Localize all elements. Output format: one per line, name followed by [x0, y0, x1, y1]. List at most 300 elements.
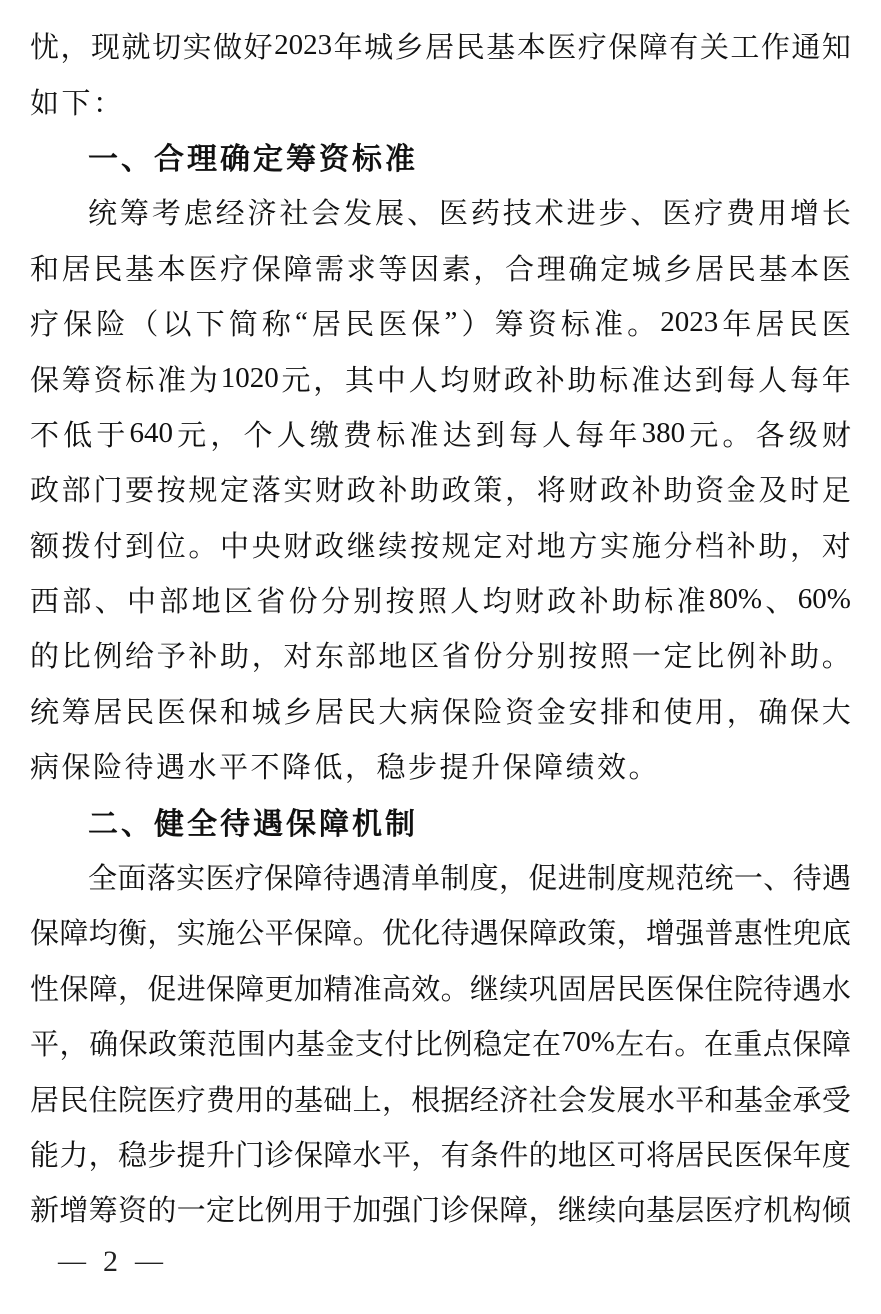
- text-token: 步: [147, 1140, 177, 1172]
- text-token: 。: [674, 1029, 704, 1062]
- text-token: 经: [215, 198, 245, 231]
- text-token: “: [295, 306, 308, 339]
- text-token: 策: [177, 1029, 207, 1062]
- text-token: 年: [608, 419, 638, 452]
- text-token: 政: [346, 475, 376, 508]
- text-token: 险: [96, 309, 126, 342]
- document-line: [30, 1070, 851, 1125]
- section-heading: [30, 129, 851, 184]
- text-token: 大: [821, 696, 851, 729]
- text-token: 社: [528, 1084, 558, 1117]
- text-token: 年: [821, 364, 851, 397]
- text-token: 比: [235, 1195, 265, 1228]
- text-token: 升: [205, 1140, 235, 1172]
- text-token: 定: [473, 530, 503, 563]
- text-token: 支: [354, 1029, 384, 1062]
- text-token: 实: [600, 530, 630, 563]
- text-token: 药: [470, 198, 500, 231]
- text-token: 稳: [117, 1140, 147, 1172]
- text-token: 基: [645, 1195, 675, 1228]
- text-token: 个: [243, 419, 273, 452]
- text-token: 院: [117, 1084, 147, 1117]
- text-token: 本: [156, 253, 186, 286]
- text-token: 实: [176, 863, 206, 896]
- text-token: 分: [663, 530, 693, 563]
- text-token: 会: [311, 198, 341, 231]
- text-token: ，: [59, 1029, 89, 1062]
- text-token: 对: [505, 530, 535, 563]
- text-token: 居: [311, 309, 341, 342]
- text-token: 待: [440, 918, 470, 951]
- text-token: 度: [616, 863, 646, 896]
- text-token: 素: [441, 253, 471, 286]
- text-token: 保: [251, 253, 281, 286]
- text-token: 人: [408, 364, 438, 397]
- text-token: 民: [125, 696, 155, 729]
- text-token: 制: [587, 863, 617, 896]
- text-token: 均: [88, 918, 118, 951]
- text-token: 及: [758, 475, 788, 508]
- text-token: 政: [557, 918, 587, 951]
- text-token: 一: [733, 863, 763, 896]
- text-token: 地: [557, 1140, 587, 1172]
- text-token: 政: [441, 475, 471, 508]
- text-token: 金: [536, 696, 566, 729]
- text-token: 、: [407, 198, 437, 231]
- text-token: ，: [117, 973, 147, 1006]
- text-token: 年: [333, 32, 363, 65]
- text-token: 财: [283, 530, 313, 563]
- text-token: 疗: [30, 309, 60, 342]
- text-token: 地: [191, 586, 221, 619]
- text-token: ，: [88, 1140, 118, 1172]
- text-token: 人: [542, 419, 572, 452]
- text-token: 平: [264, 918, 294, 951]
- text-token: 中: [126, 586, 156, 619]
- text-token: 使: [663, 696, 693, 729]
- document-line: [30, 683, 851, 738]
- text-token: 医: [662, 198, 692, 231]
- text-token: 居: [755, 309, 785, 342]
- text-token: 60%: [797, 583, 851, 616]
- text-token: 待: [763, 973, 793, 1006]
- text-token: 别: [536, 641, 566, 674]
- text-token: 用: [235, 1084, 265, 1117]
- text-token: ，: [251, 641, 281, 674]
- text-token: 和: [631, 696, 661, 729]
- text-token: 每: [726, 364, 756, 397]
- text-token: ，: [411, 1140, 441, 1172]
- text-token: 门: [411, 1195, 441, 1228]
- text-token: 准: [676, 586, 706, 619]
- text-token: 促: [528, 863, 558, 896]
- text-token: 用: [293, 1195, 323, 1228]
- text-token: 力: [59, 1140, 89, 1172]
- document-line: [30, 1181, 851, 1236]
- text-token: 疗: [176, 1084, 206, 1117]
- text-token: 人: [450, 586, 480, 619]
- text-token: （: [129, 309, 159, 342]
- text-token: 的: [30, 641, 60, 674]
- text-token: ）: [461, 309, 491, 342]
- text-token: 每: [789, 364, 819, 397]
- page-number: 2: [103, 1245, 118, 1278]
- text-token: 照: [600, 641, 630, 674]
- text-token: 人: [758, 364, 788, 397]
- text-token: 保: [792, 1029, 822, 1062]
- text-token: 补: [631, 475, 661, 508]
- text-token: 度: [469, 863, 499, 896]
- text-token: 居: [675, 1140, 705, 1172]
- text-token: 费: [726, 198, 756, 231]
- text-token: 就: [121, 32, 151, 65]
- text-token: 政: [503, 364, 533, 397]
- text-token: 发: [343, 198, 373, 231]
- text-token: 对: [821, 530, 851, 563]
- text-token: 金: [763, 1084, 793, 1117]
- text-token: 大: [378, 696, 408, 729]
- text-token: 政: [315, 530, 345, 563]
- text-token: 保: [608, 32, 638, 65]
- text-token: 全: [88, 863, 118, 896]
- text-token: 例: [443, 1029, 473, 1062]
- text-token: 助: [790, 641, 820, 674]
- text-token: 分: [320, 586, 350, 619]
- text-token: 居: [30, 1084, 60, 1117]
- text-token: 时: [790, 475, 820, 508]
- text-token: 、: [765, 586, 795, 619]
- section-heading: [30, 793, 851, 848]
- text-token: 件: [499, 1140, 529, 1172]
- text-token: 构: [792, 1195, 822, 1228]
- text-token: 区: [410, 641, 440, 674]
- text-token: 基: [733, 1084, 763, 1117]
- text-token: 步: [598, 198, 628, 231]
- text-token: 和: [704, 1084, 734, 1117]
- text-token: 虑: [183, 198, 213, 231]
- text-token: 付: [93, 530, 123, 563]
- text-token: 障: [235, 973, 265, 1006]
- text-token: 政: [600, 475, 630, 508]
- text-token: ，: [473, 253, 503, 286]
- text-token: 巩: [528, 973, 558, 1006]
- text-token: 疗: [733, 1195, 763, 1228]
- text-token: 保: [264, 863, 294, 896]
- text-token: 新: [30, 1195, 60, 1228]
- text-token: 定: [205, 1195, 235, 1228]
- document-line: [30, 184, 851, 239]
- text-token: 准: [409, 419, 439, 452]
- text-token: 助: [663, 475, 693, 508]
- text-token: 和: [30, 253, 60, 286]
- text-token: 的: [264, 1084, 294, 1117]
- text-token: 策: [473, 475, 503, 508]
- text-token: 障: [283, 253, 313, 286]
- text-token: 障: [88, 973, 118, 1006]
- text-token: 作: [760, 32, 790, 65]
- text-token: 省: [256, 586, 286, 619]
- text-token: 稳: [472, 1029, 502, 1062]
- text-token: 底: [821, 918, 851, 951]
- text-token: 保: [188, 696, 218, 729]
- text-token: 、: [630, 198, 660, 231]
- document-line: [30, 904, 851, 959]
- text-token: 技: [502, 198, 532, 231]
- text-token: 更: [264, 973, 294, 1006]
- document-line: [30, 517, 851, 572]
- text-token: 要: [125, 475, 155, 508]
- text-token: 优: [381, 918, 411, 951]
- text-token: 基: [295, 1029, 325, 1062]
- text-token: ，: [505, 475, 535, 508]
- text-token: 将: [536, 475, 566, 508]
- text-token: 分: [505, 641, 535, 674]
- text-token: 可: [616, 1140, 646, 1172]
- text-token: 例: [264, 1195, 294, 1228]
- text-token: 70%: [561, 1026, 615, 1059]
- text-token: ，: [60, 32, 90, 65]
- text-token: 受: [821, 1084, 851, 1117]
- text-token: 层: [675, 1195, 705, 1228]
- text-token: 区: [223, 586, 253, 619]
- text-token: 部: [61, 475, 91, 508]
- text-token: 继: [469, 973, 499, 1006]
- text-token: 。: [722, 419, 752, 452]
- text-token: 元: [177, 419, 207, 452]
- text-token: 到: [125, 530, 155, 563]
- text-token: 施: [205, 918, 235, 951]
- text-token: ，: [313, 364, 343, 397]
- text-token: 障: [528, 918, 558, 951]
- text-token: 民: [345, 309, 375, 342]
- text-token: ，: [528, 1195, 558, 1228]
- text-token: 资: [93, 364, 123, 397]
- text-token: 均: [440, 364, 470, 397]
- text-token: 助: [567, 364, 597, 397]
- text-token: 统: [30, 696, 60, 729]
- text-token: 加: [352, 1195, 382, 1228]
- text-token: 施: [631, 530, 661, 563]
- text-token: 性: [30, 973, 60, 1006]
- text-token: 上: [352, 1084, 382, 1117]
- text-token: 在: [532, 1029, 562, 1062]
- text-token: 规: [441, 530, 471, 563]
- text-token: 政: [547, 586, 577, 619]
- text-token: 例: [726, 641, 756, 674]
- text-token: 范: [675, 863, 705, 896]
- text-token: 展: [616, 1084, 646, 1117]
- text-token: 进: [176, 973, 206, 1006]
- text-token: 足: [821, 475, 851, 508]
- text-token: 央: [251, 530, 281, 563]
- text-token: 东: [315, 641, 345, 674]
- text-token: 人: [276, 419, 306, 452]
- document-line: [30, 240, 851, 295]
- text-token: 现: [91, 32, 121, 65]
- text-token: 将: [645, 1140, 675, 1172]
- text-token: 补: [188, 641, 218, 674]
- document-line: [30, 1126, 851, 1181]
- text-token: 民: [93, 253, 123, 286]
- text-token: 续: [499, 973, 529, 1006]
- text-token: 左: [615, 1029, 645, 1062]
- text-token: 助: [758, 530, 788, 563]
- text-token: 围: [236, 1029, 266, 1062]
- text-token: 资: [505, 696, 535, 729]
- text-token: 定: [663, 641, 693, 674]
- text-token: 障: [499, 1195, 529, 1228]
- text-run: 病保险待遇水平不降低，稳步提升保障绩效。: [30, 752, 661, 785]
- text-token: 忧: [30, 32, 60, 65]
- text-token: 进: [557, 863, 587, 896]
- text-token: 到: [475, 419, 505, 452]
- text-token: 落: [251, 475, 281, 508]
- text-token: ，: [210, 419, 240, 452]
- text-token: 部: [159, 586, 189, 619]
- text-token: 医: [704, 1195, 734, 1228]
- text-token: 2023: [274, 29, 333, 62]
- text-token: 元: [281, 364, 311, 397]
- text-token: 医: [156, 696, 186, 729]
- text-token: 增: [59, 1195, 89, 1228]
- text-token: 用: [758, 198, 788, 231]
- text-token: 诊: [264, 1140, 294, 1172]
- text-token: 按: [568, 641, 598, 674]
- text-token: 乡: [663, 253, 693, 286]
- text-token: 保: [30, 364, 60, 397]
- text-token: 比: [61, 641, 91, 674]
- text-token: 按: [156, 475, 186, 508]
- text-token: 元: [689, 419, 719, 452]
- text-token: 院: [733, 973, 763, 1006]
- text-token: 。: [821, 641, 851, 674]
- text-token: 医: [438, 198, 468, 231]
- text-token: 长: [821, 198, 851, 231]
- text-token: 继: [557, 1195, 587, 1228]
- text-token: 筹: [61, 364, 91, 397]
- text-token: 准: [593, 309, 623, 342]
- text-token: 民: [346, 696, 376, 729]
- text-token: 平: [30, 1029, 60, 1062]
- text-token: 份: [473, 641, 503, 674]
- text-token: 保: [293, 1140, 323, 1172]
- text-token: 比: [413, 1029, 443, 1062]
- text-token: 继: [346, 530, 376, 563]
- text-token: 380: [641, 416, 686, 449]
- text-token: 基: [486, 32, 516, 65]
- text-token: 保: [441, 696, 471, 729]
- document-line: [30, 350, 851, 405]
- text-token: 增: [789, 198, 819, 231]
- text-token: 疗: [694, 198, 724, 231]
- text-token: 范: [207, 1029, 237, 1062]
- text-token: 待: [322, 863, 352, 896]
- text-token: 用: [695, 696, 725, 729]
- document-line: [30, 572, 851, 627]
- footer-left-dash: —: [58, 1246, 86, 1277]
- text-token: 财: [315, 475, 345, 508]
- text-token: 重: [733, 1029, 763, 1062]
- text-token: 居: [695, 253, 725, 286]
- text-token: 保: [293, 918, 323, 951]
- text-token: 策: [587, 918, 617, 951]
- text-token: 础: [323, 1084, 353, 1117]
- text-token: 医: [733, 1140, 763, 1172]
- text-token: 右: [644, 1029, 674, 1062]
- text-token: 住: [704, 973, 734, 1006]
- text-token: 准: [352, 973, 382, 1006]
- text-token: 照: [417, 586, 447, 619]
- text-token: 筹: [61, 696, 91, 729]
- text-token: 根: [411, 1084, 441, 1117]
- text-token: 下: [195, 309, 225, 342]
- text-token: 续: [587, 1195, 617, 1228]
- text-token: 确: [568, 253, 598, 286]
- text-token: 理: [536, 253, 566, 286]
- text-token: 每: [575, 419, 605, 452]
- text-token: 标: [560, 309, 590, 342]
- text-token: 障: [821, 1029, 851, 1062]
- text-token: 兜: [792, 918, 822, 951]
- text-token: 医: [205, 863, 235, 896]
- text-token: 医: [645, 973, 675, 1006]
- text-token: 城: [364, 32, 394, 65]
- text-token: 的: [528, 1140, 558, 1172]
- text-token: 予: [156, 641, 186, 674]
- text-token: 医: [147, 1084, 177, 1117]
- text-token: 为: [188, 364, 218, 397]
- text-token: 保: [763, 1140, 793, 1172]
- text-token: 城: [251, 696, 281, 729]
- text-token: 普: [704, 918, 734, 951]
- text-token: 落: [146, 863, 176, 896]
- text-token: 切: [152, 32, 182, 65]
- text-token: 比: [695, 641, 725, 674]
- text-token: 知: [821, 32, 851, 65]
- text-token: 济: [247, 198, 277, 231]
- text-token: 助: [611, 586, 641, 619]
- text-token: 达: [442, 419, 472, 452]
- text-token: 等: [378, 253, 408, 286]
- text-token: 住: [88, 1084, 118, 1117]
- text-token: 1020: [220, 361, 279, 394]
- text-token: 规: [188, 475, 218, 508]
- text-token: 基: [293, 1084, 323, 1117]
- text-token: 一: [631, 641, 661, 674]
- text-token: 份: [288, 586, 318, 619]
- text-token: 合: [505, 253, 535, 286]
- text-token: 标: [599, 364, 629, 397]
- text-token: 好: [243, 32, 273, 65]
- text-token: 拨: [61, 530, 91, 563]
- text-token: 每: [508, 419, 538, 452]
- text-token: 门: [235, 1140, 265, 1172]
- page-footer: [58, 1244, 163, 1280]
- text-token: 部: [346, 641, 376, 674]
- text-token: 2023: [660, 306, 719, 339]
- text-token: 年: [722, 309, 752, 342]
- text-token: 障: [638, 32, 668, 65]
- text-token: 医: [821, 253, 851, 286]
- text-token: 省: [441, 641, 471, 674]
- text-token: 财: [472, 364, 502, 397]
- text-token: 面: [117, 863, 147, 896]
- text-token: 给: [125, 641, 155, 674]
- text-token: 本: [516, 32, 546, 65]
- text-token: 中: [220, 530, 250, 563]
- text-token: 。: [440, 973, 470, 1006]
- text-token: 平: [675, 1084, 705, 1117]
